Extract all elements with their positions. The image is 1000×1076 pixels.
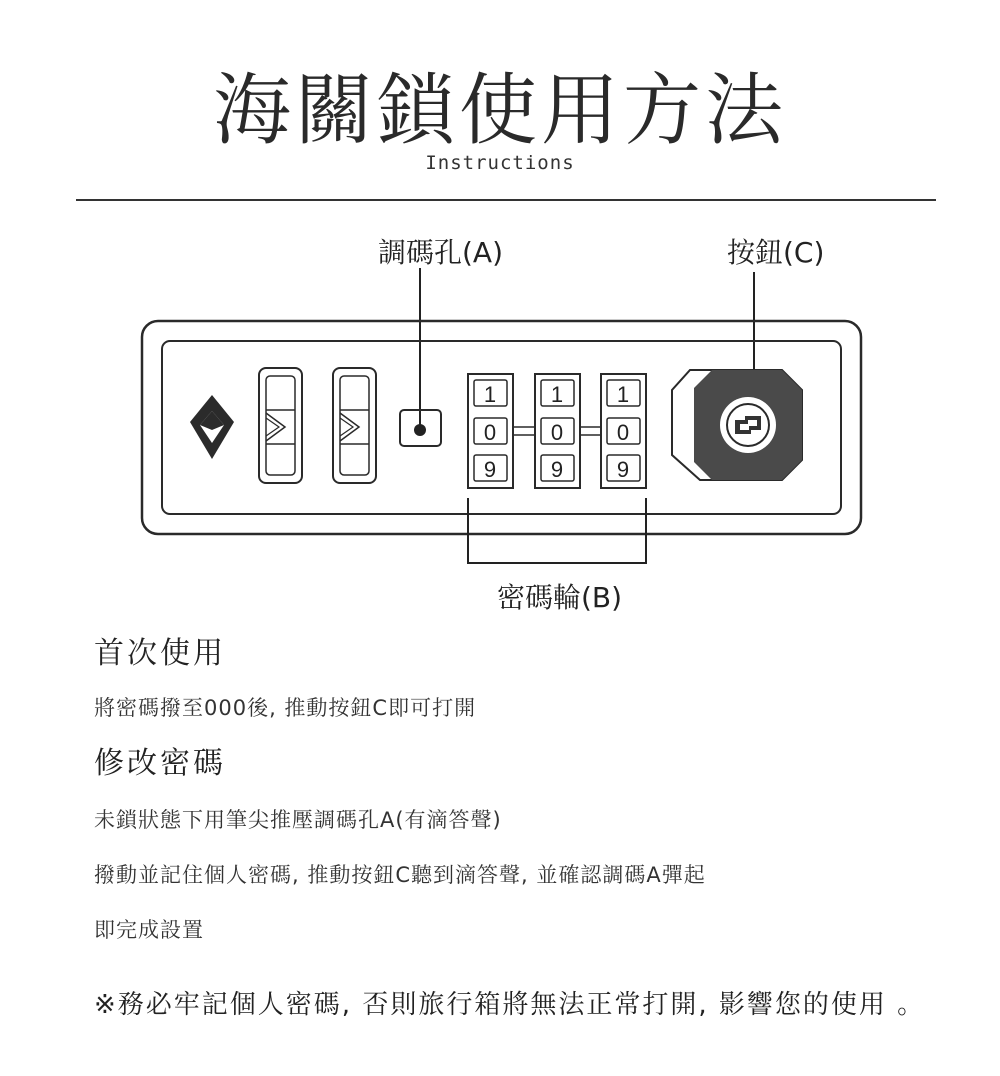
combination-wheels bbox=[468, 374, 646, 488]
heading-first-use: 首次使用 bbox=[94, 636, 226, 671]
diamond-logo-icon bbox=[190, 395, 234, 459]
wheel-3-top: 1 bbox=[616, 382, 630, 407]
page-subtitle: Instructions bbox=[425, 152, 575, 174]
wheel-3-middle: 0 bbox=[616, 420, 630, 445]
label-c: 按鈕(C) bbox=[727, 236, 825, 269]
wheel-2-middle: 0 bbox=[550, 420, 564, 445]
label-a: 調碼孔(A) bbox=[378, 236, 504, 269]
wheel-1-bottom: 9 bbox=[483, 457, 497, 482]
wheel-2-top: 1 bbox=[550, 382, 564, 407]
wheel-1-top: 1 bbox=[483, 382, 497, 407]
bracket-b bbox=[468, 498, 646, 563]
first-use-text: 將密碼撥至000後, 推動按鈕C即可打開 bbox=[94, 696, 477, 720]
wheel-1-middle: 0 bbox=[483, 420, 497, 445]
warning-note: ※務必牢記個人密碼, 否則旅行箱將無法正常打開, 影響您的使用 。 bbox=[94, 990, 926, 1020]
slider-1 bbox=[259, 368, 302, 483]
slider-2 bbox=[333, 368, 376, 483]
page-title: 海關鎖使用方法 bbox=[212, 66, 787, 156]
wheel-3-bottom: 9 bbox=[616, 457, 630, 482]
label-b: 密碼輪(B) bbox=[497, 581, 623, 614]
change-step-2: 撥動並記住個人密碼, 推動按鈕C聽到滴答聲, 並確認調碼A彈起 bbox=[94, 863, 706, 887]
button-c bbox=[672, 370, 802, 480]
wheel-2-bottom: 9 bbox=[550, 457, 564, 482]
heading-change-password: 修改密碼 bbox=[94, 746, 226, 781]
change-step-1: 未鎖狀態下用筆尖推壓調碼孔A(有滴答聲) bbox=[94, 808, 502, 832]
change-step-3: 即完成設置 bbox=[94, 918, 204, 942]
